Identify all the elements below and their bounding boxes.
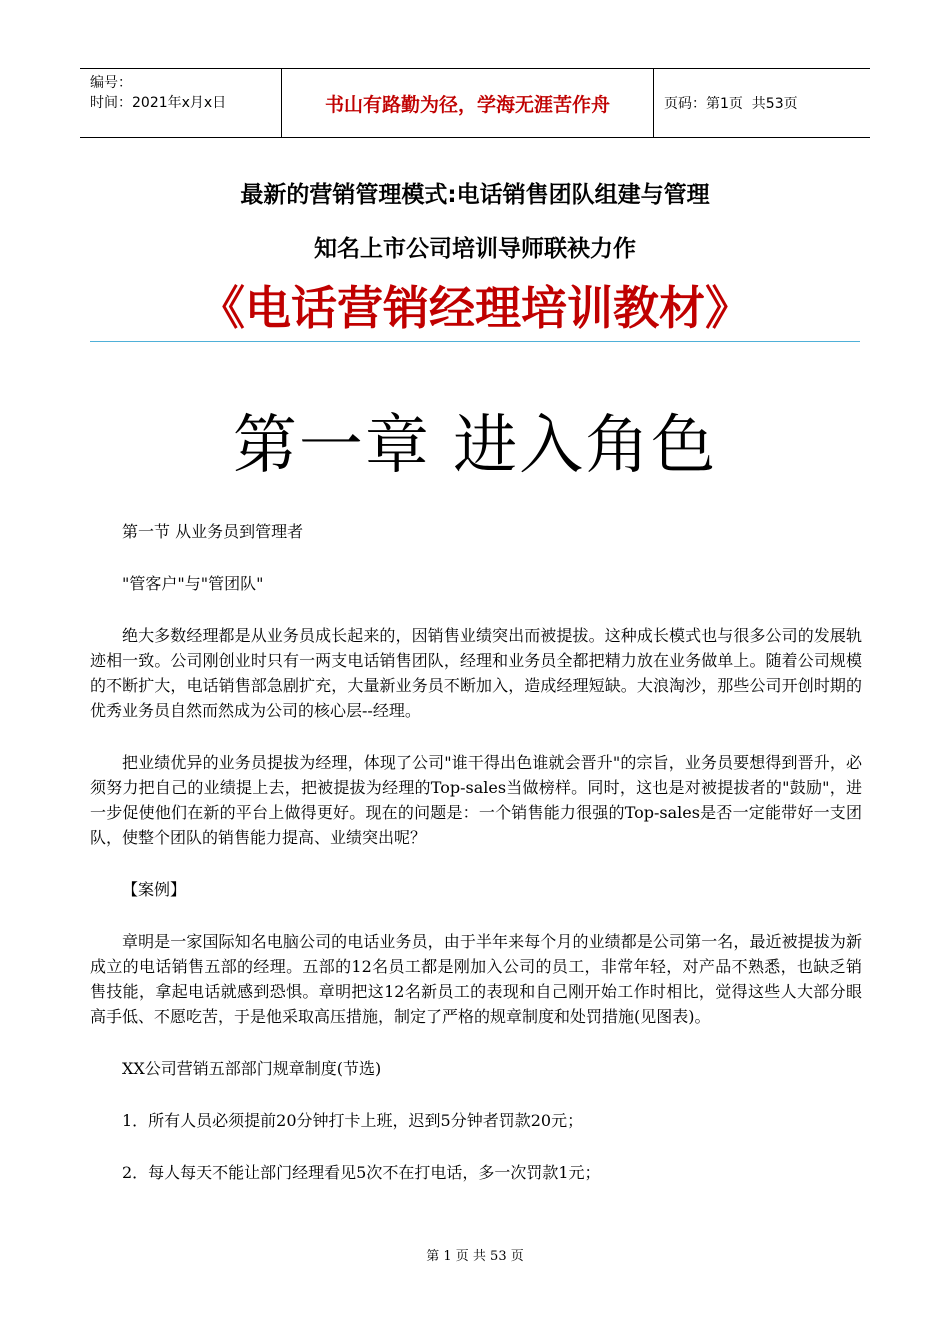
chapter-title: 第一章 进入角色 [232,409,718,483]
rule-item-1: 1．所有人员必须提前20分钟打卡上班，迟到5分钟者罚款20元； [122,1111,584,1130]
header-page-label: 页码：第1页 共53页 [664,96,798,112]
paragraph-3: 章明是一家国际知名电脑公司的电话业务员，由于半年来每个月的业绩都是公司第一名，最近被提拔为新成立的电话销售五部的经理。五部的12名员工都是刚加入公司的员工，非常年轻，对产品不熟悉，也缺乏销售技能，拿起电话就感到恐惧。章明把这12名新员工的表现和自己刚开始工作时相比，觉得这些人大部分眼高手低、不愿吃苦，于是他采取高压措施，制定了严格的规章制度和处罚措施(见图表)。 [90,932,862,1026]
document-body [90,519,862,1185]
section-heading: 第一节 从业务员到管理者 [122,522,304,541]
paragraph-1: 绝大多数经理都是从业务员成长起来的，因销售业绩突出而被提拔。这种成长模式也与很多公司的发展轨迹相一致。公司刚创业时只有一两支电话销售团队，经理和业务员全都把精力放在业务做单上。随着公司规模的不断扩大，电话销售部急剧扩充，大量新业务员不断加入，造成经理短缺。大浪淘沙，那些公司开创时期的优秀业务员自然而然成为公司的核心层--经理。 [90,626,862,720]
document-number-label: 编号： [90,75,132,91]
subtitle-line-1: 最新的营销管理模式:电话销售团队组建与管理 [240,182,710,208]
sub-heading: "管客户"与"管团队" [122,574,264,593]
document-header [80,68,870,138]
header-motto: 书山有路勤为径，学海无涯苦作舟 [282,69,654,137]
page-footer [0,1245,950,1264]
document-time-label: 时间：2021年x月x日 [90,95,227,111]
header-meta-cell [80,69,282,137]
header-page-cell [654,69,870,137]
rules-title: XX公司营销五部部门规章制度(节选) [122,1059,382,1078]
subtitle-line-2: 知名上市公司培训导师联袂力作 [314,236,636,262]
rule-item-2: 2．每人每天不能让部门经理看见5次不在打电话，多一次罚款1元； [122,1163,601,1182]
paragraph-2: 把业绩优异的业务员提拔为经理，体现了公司"谁干得出色谁就会晋升"的宗旨，业务员要想得到晋升，必须努力把自己的业绩提上去，把被提拔为经理的Top-sales当做榜样。同时，这也是对被提拔者的"鼓励"，进一步促使他们在新的平台上做得更好。现在的问题是：一个销售能力很强的Top-sales是否一定能带好一支团队，使整个团队的销售能力提高、业绩突出呢？ [90,753,862,847]
case-label: 【案例】 [122,880,187,899]
main-title: 《电话营销经理培训教材》 [199,281,751,335]
footer-page-number: 第 1 页 共 53 页 [426,1249,524,1264]
title-divider [90,341,860,342]
